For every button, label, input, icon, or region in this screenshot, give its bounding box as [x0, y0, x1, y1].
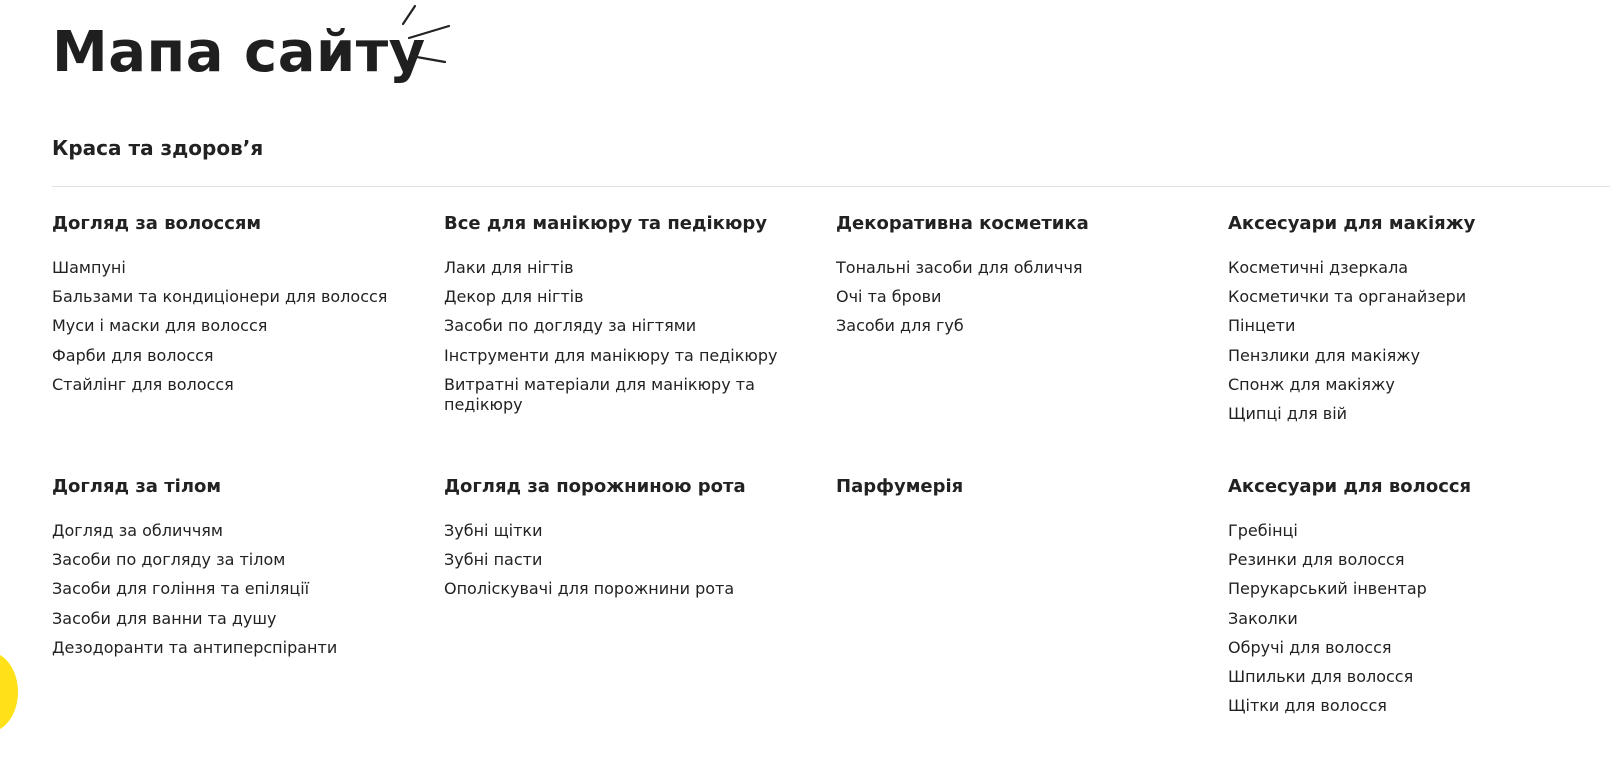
category-link[interactable]: Стайлінг для волосся	[52, 374, 234, 394]
category-hair-accessories	[1228, 475, 1598, 725]
category-link[interactable]: Спонж для макіяжу	[1228, 374, 1395, 394]
category-links	[52, 521, 422, 658]
category-link[interactable]: Засоби для ванни та душу	[52, 608, 277, 628]
category-title[interactable]: Аксесуари для волосся	[1228, 476, 1472, 497]
category-links	[52, 258, 422, 395]
category-link[interactable]: Бальзами та кондиціонери для волосся	[52, 287, 388, 307]
page-title: Мапа сайту	[52, 20, 426, 85]
category-title[interactable]: Парфумерія	[836, 476, 964, 497]
category-title[interactable]: Догляд за волоссям	[52, 213, 262, 234]
category-link[interactable]: Пінцети	[1228, 316, 1296, 336]
category-title[interactable]: Все для манікюру та педікюру	[444, 213, 768, 234]
category-link[interactable]: Щітки для волосся	[1228, 696, 1387, 716]
category-links	[1228, 521, 1598, 716]
category-link[interactable]: Засоби для гоління та епіляції	[52, 579, 310, 599]
category-oral-care	[444, 475, 814, 609]
category-link[interactable]: Пензлики для макіяжу	[1228, 345, 1421, 365]
chat-bubble-button[interactable]	[0, 652, 18, 732]
category-link[interactable]: Косметичні дзеркала	[1228, 258, 1409, 277]
category-link[interactable]: Засоби по догляду за тілом	[52, 550, 286, 570]
category-link[interactable]: Очі та брови	[836, 287, 942, 307]
category-hair-care	[52, 212, 422, 404]
category-link[interactable]: Декор для нігтів	[444, 287, 584, 307]
category-link[interactable]: Тональні засоби для обличчя	[836, 258, 1083, 277]
category-link[interactable]: Засоби для губ	[836, 316, 964, 336]
category-link[interactable]: Перукарський інвентар	[1228, 579, 1427, 599]
category-link[interactable]: Витратні матеріали для манікюру та педікюру	[444, 374, 755, 414]
page-title-wrap	[52, 14, 426, 92]
category-link[interactable]: Ополіскувачі для порожнини рота	[444, 579, 735, 599]
sparkle-lines-icon	[397, 4, 457, 74]
category-links	[1228, 258, 1598, 424]
category-link[interactable]: Інструменти для манікюру та педікюру	[444, 345, 778, 365]
category-links	[836, 258, 1206, 336]
category-link[interactable]: Заколки	[1228, 608, 1298, 628]
category-link[interactable]: Догляд за обличчям	[52, 521, 223, 540]
category-link[interactable]: Лаки для нігтів	[444, 258, 574, 277]
category-link[interactable]: Зубні щітки	[444, 521, 543, 540]
category-body-care	[52, 475, 422, 667]
category-makeup-accessories	[1228, 212, 1598, 433]
category-links	[444, 521, 814, 599]
section-title[interactable]: Краса та здоров’я	[52, 136, 264, 160]
category-decorative-cosmetics	[836, 212, 1206, 346]
category-link[interactable]: Засоби по догляду за нігтями	[444, 316, 697, 336]
category-manicure	[444, 212, 814, 424]
category-links	[444, 258, 814, 415]
category-link[interactable]: Дезодоранти та антиперспіранти	[52, 637, 338, 657]
category-link[interactable]: Щипці для вій	[1228, 403, 1348, 423]
category-title[interactable]: Декоративна косметика	[836, 213, 1089, 234]
category-link[interactable]: Фарби для волосся	[52, 345, 214, 365]
category-link[interactable]: Зубні пасти	[444, 550, 543, 570]
category-link[interactable]: Шпильки для волосся	[1228, 666, 1414, 686]
category-link[interactable]: Шампуні	[52, 258, 126, 277]
category-title[interactable]: Догляд за порожниною рота	[444, 476, 746, 497]
category-link[interactable]: Резинки для волосся	[1228, 550, 1405, 570]
section-divider	[52, 186, 1610, 187]
category-link[interactable]: Муси і маски для волосся	[52, 316, 268, 336]
category-link[interactable]: Обручі для волосся	[1228, 637, 1392, 657]
category-perfumery	[836, 475, 1206, 521]
category-title[interactable]: Аксесуари для макіяжу	[1228, 213, 1476, 234]
category-title[interactable]: Догляд за тілом	[52, 476, 222, 497]
category-link[interactable]: Косметички та органайзери	[1228, 287, 1467, 307]
category-link[interactable]: Гребінці	[1228, 521, 1298, 540]
